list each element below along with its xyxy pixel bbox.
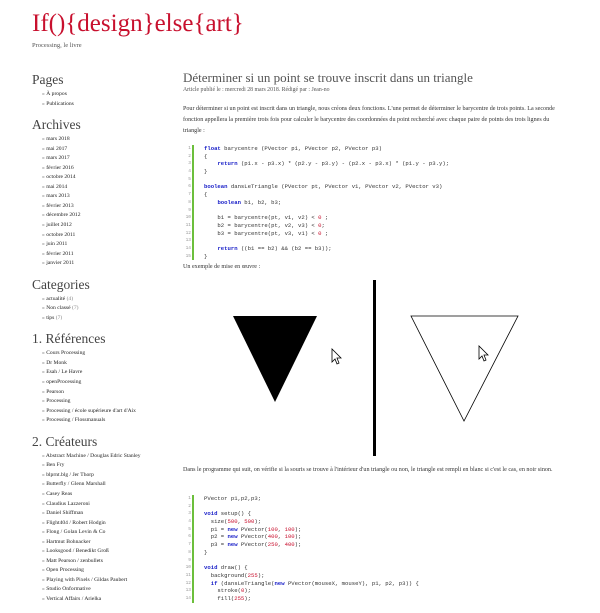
post-meta: Article publié le : mercredi 28 mars 2018. Rédigé par : Jean-no	[183, 87, 330, 93]
sidebar-link-archive[interactable]: » mai 2017	[42, 145, 172, 155]
sidebar-link-reference[interactable]: » Processing / Flossmanuals	[42, 416, 172, 426]
line-number: 11	[185, 222, 191, 228]
post-intro: Pour déterminer si un point est inscrit dans un triangle, nous créons deux fonctions. L'une permet de déterminer le barycentre de trois points. La seconde fonction appellera la première trois fois pour calculer le barycentre des coordonnées du point recherché avec chaque paire de points des trois lignes du triangle :	[183, 106, 555, 134]
sidebar-link-page[interactable]: » À propos	[42, 90, 172, 100]
sidebar-link-archive[interactable]: » octobre 2011	[42, 231, 172, 241]
code-text: return (p1.x - p3.x) * (p2.y - p3.y) - (p2.x - p3.x) * (p1.y - p3.y);	[217, 160, 450, 168]
pages-list	[32, 90, 172, 109]
code-line	[188, 176, 558, 184]
code-text: boolean b1, b2, b3;	[217, 198, 282, 206]
code-line	[188, 525, 552, 534]
category-count: (7)	[55, 314, 63, 321]
line-number: 2	[188, 503, 191, 509]
line-number: 3	[188, 511, 191, 517]
code-text: void draw() {	[204, 564, 248, 572]
line-number: 11	[185, 572, 191, 578]
code-text: PVector p1,p2,p3;	[204, 495, 262, 502]
archives-list	[32, 135, 172, 269]
code-text: fill(255);	[204, 594, 252, 602]
categories-heading: Categories	[32, 276, 90, 292]
sidebar-link-archive[interactable]: » mars 2017	[42, 154, 172, 164]
sidebar-link-createur[interactable]: » Hartmut Bohnacker	[42, 538, 172, 548]
sidebar-link-archive[interactable]: » mai 2014	[42, 183, 172, 193]
sidebar-link-createur[interactable]: » Ben Fry	[42, 461, 172, 471]
sidebar-link-reference[interactable]: » Cours Processing	[42, 349, 172, 359]
site-title[interactable]: If(){design}else{art}	[32, 10, 244, 37]
code-line	[188, 541, 552, 549]
code-line	[188, 557, 552, 565]
code-line	[188, 548, 552, 557]
line-number: 13	[185, 588, 191, 594]
code-line	[188, 503, 552, 511]
code-line	[188, 191, 558, 199]
line-number: 2	[188, 153, 191, 159]
code-text: p3 = new PVector(250, 400);	[204, 541, 302, 549]
category-count: (4)	[66, 295, 74, 302]
code-block-program	[185, 495, 552, 603]
code-text: float barycentre (PVector p1, PVector p2, PVector p3)	[204, 145, 382, 152]
sidebar-link-createur[interactable]: » Casey Reas	[42, 490, 172, 500]
code-text: }	[204, 168, 208, 176]
line-number: 15	[185, 253, 191, 259]
code-text: {	[204, 191, 208, 199]
sidebar-link-createur[interactable]: » Abstract Machine / Douglas Edric Stanley	[42, 452, 172, 462]
sidebar-link-reference[interactable]: » Pearson	[42, 388, 172, 398]
code-line	[188, 160, 558, 168]
sidebar-link-category[interactable]	[42, 304, 172, 314]
code-text: size(500, 500);	[204, 518, 262, 526]
sidebar-link-reference[interactable]: » Esah / Le Havre	[42, 368, 172, 378]
code-text: b1 = barycentre(pt, v1, v2) < 0 ;	[204, 214, 329, 222]
code-line	[185, 579, 552, 588]
line-number: 6	[188, 534, 191, 540]
sidebar-link-createur[interactable]: » Playing with Pixels / Gildas Paubert	[42, 576, 172, 586]
sidebar	[32, 72, 172, 613]
sidebar-link-category[interactable]	[42, 314, 172, 324]
sidebar-link-reference[interactable]: » Processing / école supérieure d'art d'Aix	[42, 407, 172, 417]
line-number: 13	[185, 238, 191, 244]
mouse-cursor-icon	[332, 349, 341, 364]
archives-heading: Archives	[32, 117, 81, 133]
sidebar-link-createur[interactable]: » blprnt.blg / Jer Thorp	[42, 471, 172, 481]
line-number: 8	[188, 549, 191, 555]
code-line	[185, 244, 558, 253]
code-text: boolean dansLeTriangle (PVector pt, PVector v1, PVector v2, PVector v3)	[204, 183, 443, 191]
sidebar-link-createur[interactable]: » Butterfly / Glenn Marshall	[42, 480, 172, 490]
line-number: 9	[188, 557, 191, 563]
code-line	[188, 495, 552, 503]
references-heading: 1. Références	[32, 331, 106, 347]
post-title[interactable]: Déterminer si un point se trouve inscrit dans un triangle	[183, 70, 473, 85]
code-line	[185, 587, 552, 595]
sidebar-link-reference[interactable]: » Dr Monk	[42, 359, 172, 369]
sidebar-link-archive[interactable]: » mars 2013	[42, 192, 172, 202]
code-line	[188, 152, 558, 161]
code-text: p1 = new PVector(100, 100);	[204, 525, 302, 533]
code-line	[185, 564, 552, 572]
sidebar-link-archive[interactable]: » mars 2018	[42, 135, 172, 145]
code-text: stroke(0);	[204, 587, 252, 595]
createurs-heading: 2. Créateurs	[32, 433, 98, 449]
sidebar-link-page[interactable]: » Publications	[42, 100, 172, 110]
code-text: b3 = barycentre(pt, v3, v1) < 0 ;	[204, 229, 329, 237]
code-text: }	[204, 548, 208, 556]
triangle-filled-black	[233, 316, 317, 402]
sidebar-link-createur[interactable]: » Matt Pearson / zenbullets	[42, 557, 172, 567]
sidebar-link-createur[interactable]: » Daniel Shiffman	[42, 509, 172, 519]
code-block-functions	[185, 145, 558, 260]
sidebar-link-archive[interactable]: » octobre 2014	[42, 173, 172, 183]
sidebar-link-createur[interactable]: » Studio Onformative	[42, 585, 172, 595]
triangle-demo	[183, 278, 558, 460]
sidebar-link-category[interactable]	[42, 295, 172, 305]
triangle-filled-white	[411, 316, 518, 421]
sidebar-link-createur[interactable]: » Looksgood / Benedikt Groß	[42, 547, 172, 557]
line-number: 5	[188, 176, 191, 182]
code-line	[188, 145, 558, 153]
line-number: 14	[185, 595, 191, 601]
sidebar-link-archive[interactable]: » février 2013	[42, 202, 172, 212]
code-line	[188, 168, 558, 176]
code-line	[185, 229, 558, 238]
sidebar-link-reference[interactable]: » openProcessing	[42, 378, 172, 388]
code-text: background(255);	[204, 571, 265, 579]
code-line	[185, 571, 552, 580]
sidebar-link-createur[interactable]: » Open Processing	[42, 566, 172, 576]
sidebar-link-archive[interactable]: » février 2016	[42, 164, 172, 174]
code-line	[185, 214, 558, 222]
code-text: p2 = new PVector(400, 100);	[204, 533, 302, 541]
sidebar-link-archive[interactable]: » janvier 2011	[42, 259, 172, 269]
code-line	[188, 198, 558, 207]
line-number: 5	[188, 526, 191, 532]
line-number: 7	[188, 192, 191, 198]
code-line	[185, 221, 558, 230]
demo-divider	[373, 280, 376, 456]
category-count: (7)	[72, 305, 79, 312]
line-number: 10	[185, 215, 191, 221]
sidebar-link-archive[interactable]: » juin 2011	[42, 240, 172, 250]
sidebar-link-createur[interactable]: » Vertical Affairs / Arielka	[42, 595, 172, 605]
line-number: 7	[188, 542, 191, 548]
sidebar-link-createur[interactable]: » Claudius Lazzeroni	[42, 500, 172, 510]
demo-caption: Un exemple de mise en œuvre :	[183, 264, 261, 270]
sidebar-link-createur[interactable]: » Flong / Golan Levin & Co	[42, 528, 172, 538]
code-text: b2 = barycentre(pt, v2, v3) < 0;	[204, 221, 325, 229]
line-number: 10	[185, 565, 191, 571]
references-list	[32, 349, 172, 425]
line-number: 9	[188, 207, 191, 213]
line-number: 4	[188, 519, 191, 525]
createurs-list	[32, 452, 172, 605]
post-explanation: Dans le programme qui suit, on vérifie si la souris se trouve à l'intérieur d'un triangle ou non, le triangle est rempli en blanc si c'est le cas, en noir sinon.	[183, 467, 553, 473]
categories-list	[32, 295, 172, 324]
code-text: if (dansLeTriangle(new PVector(mouseX, mouseY), p1, p2, p3)) {	[210, 579, 419, 587]
code-line	[188, 183, 558, 191]
pages-heading: Pages	[32, 72, 64, 87]
category-label[interactable]: tips	[46, 314, 55, 321]
sidebar-link-archive[interactable]: » décembre 2012	[42, 211, 172, 221]
category-label[interactable]: actualité	[46, 295, 66, 302]
line-number: 1	[188, 496, 191, 501]
line-number: 14	[185, 245, 191, 251]
code-line	[188, 533, 552, 541]
sidebar-link-createur[interactable]: » Flight404 / Robert Hodgin	[42, 519, 172, 529]
code-line	[188, 207, 558, 215]
line-number: 4	[188, 169, 191, 175]
line-number: 1	[188, 146, 191, 151]
line-number: 6	[188, 184, 191, 190]
sidebar-link-archive[interactable]: » juillet 2012	[42, 221, 172, 231]
code-line	[185, 594, 552, 603]
code-text: {	[204, 152, 208, 160]
category-label[interactable]: Non classé	[46, 305, 71, 312]
line-number: 3	[188, 161, 191, 167]
code-text: }	[204, 252, 208, 260]
line-number: 12	[185, 230, 191, 236]
sidebar-link-archive[interactable]: » février 2011	[42, 250, 172, 260]
code-line	[188, 510, 552, 518]
post-article	[183, 70, 558, 602]
site-tagline: Processing, le livre	[32, 42, 82, 49]
line-number: 12	[185, 580, 191, 586]
code-text: return ((b1 == b2) && (b2 == b3));	[217, 244, 332, 252]
sidebar-link-reference[interactable]: » Processing	[42, 397, 172, 407]
line-number: 8	[188, 199, 191, 205]
code-text: void setup() {	[204, 510, 252, 518]
code-line	[188, 518, 552, 526]
code-line	[185, 252, 558, 261]
code-line	[185, 237, 558, 245]
